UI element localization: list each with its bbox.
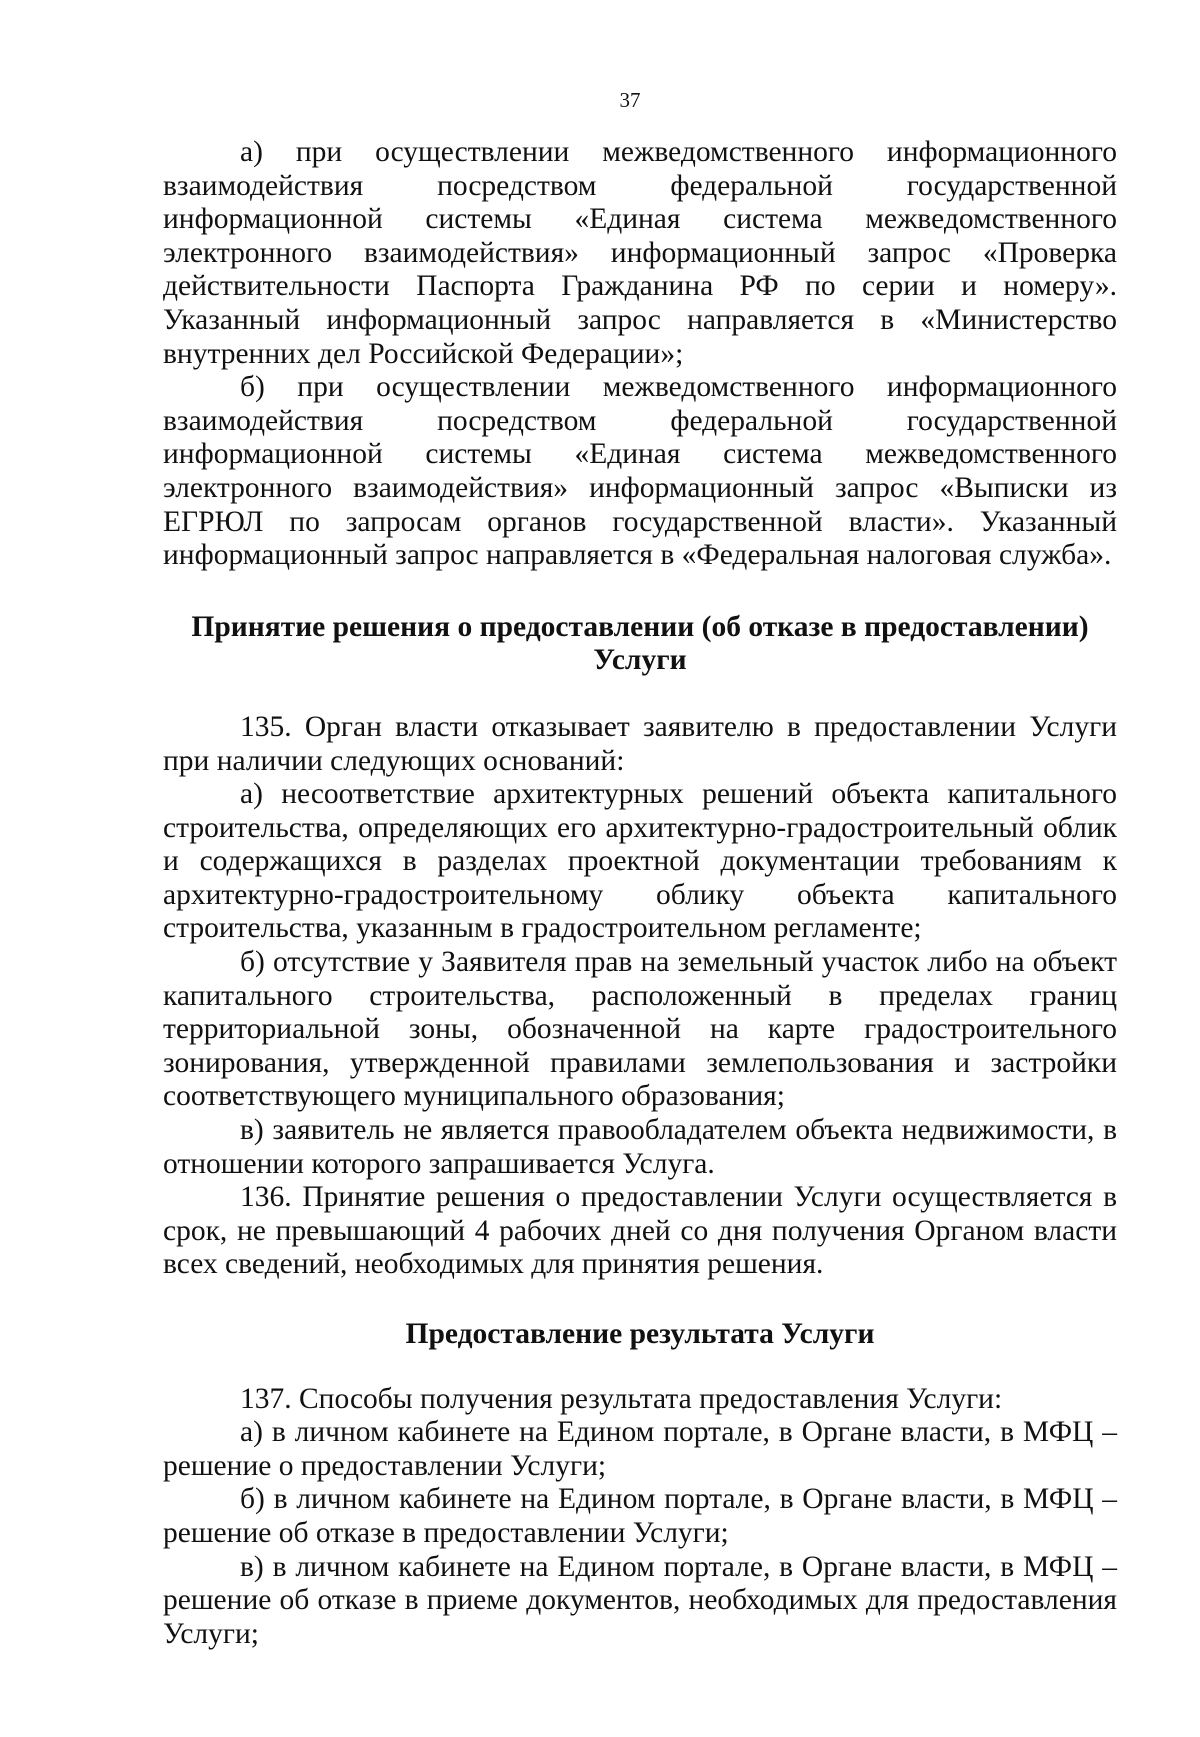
section-heading-result: Предоставление результата Услуги	[405, 1318, 875, 1350]
paragraph-135: 135. Орган власти отказывает заявителю в предоставлении Услуги при наличии следующих оснований:	[163, 710, 1117, 777]
paragraph-interagency-passport: а) при осуществлении межведомственного информационного взаимодействия посредством федеральной государственной информационной системы «Единая система межведомственного электронного взаимодействия» информационный запрос «Проверка действительности Паспорта Гражданина РФ по серии и номеру». Указанный информационный запрос направляется в «Министерство внутренних дел Российской Федерации»;	[163, 136, 1117, 370]
paragraph-136: 136. Принятие решения о предоставлении Услуги осуществляется в срок, не превышающий 4 рабочих дней со дня получения Органом власти всех сведений, необходимых для принятия решения.	[163, 1181, 1117, 1281]
document-body	[163, 136, 1117, 1651]
paragraph-135-v: в) заявитель не является правообладателем объекта недвижимости, в отношении которого запрашивается Услуга.	[163, 1114, 1117, 1180]
paragraph-135-a: а) несоответствие архитектурных решений объекта капитального строительства, определяющих его архитектурно-градостроительный облик и содержащихся в разделах проектной документации требованиям к архитектурно-градостроительному облику объекта капитального строительства, указанным в градостроительном регламенте;	[163, 778, 1117, 945]
section-heading-decision: Принятие решения о предоставлении (об отказе в предоставлении) Услуги	[191, 610, 1089, 677]
paragraph-135-b: б) отсутствие у Заявителя прав на земельный участок либо на объект капитального строительства, расположенный в пределах границ территориальной зоны, обозначенной на карте градостроительного зонирования, утвержденной правилами землепользования и застройки соответствующего муниципального образования;	[163, 946, 1117, 1113]
paragraph-137-v: в) в личном кабинете на Едином портале, в Органе власти, в МФЦ – решение об отказе в приеме документов, необходимых для предоставления Услуги;	[163, 1550, 1117, 1650]
page-number: 37	[619, 88, 641, 112]
paragraph-137: 137. Способы получения результата предоставления Услуги:	[240, 1382, 1003, 1415]
paragraph-137-a: а) в личном кабинете на Едином портале, в Органе власти, в МФЦ – решение о предоставлении Услуги;	[163, 1416, 1117, 1482]
paragraph-interagency-egrul: б) при осуществлении межведомственного информационного взаимодействия посредством федеральной государственной информационной системы «Единая система межведомственного электронного взаимодействия» информационный запрос «Выписки из ЕГРЮЛ по запросам органов государственной власти». Указанный информационный запрос направляется в «Федеральная налоговая служба».	[163, 371, 1117, 572]
paragraph-137-b: б) в личном кабинете на Едином портале, в Органе власти, в МФЦ – решение об отказе в предоставлении Услуги;	[163, 1483, 1117, 1549]
